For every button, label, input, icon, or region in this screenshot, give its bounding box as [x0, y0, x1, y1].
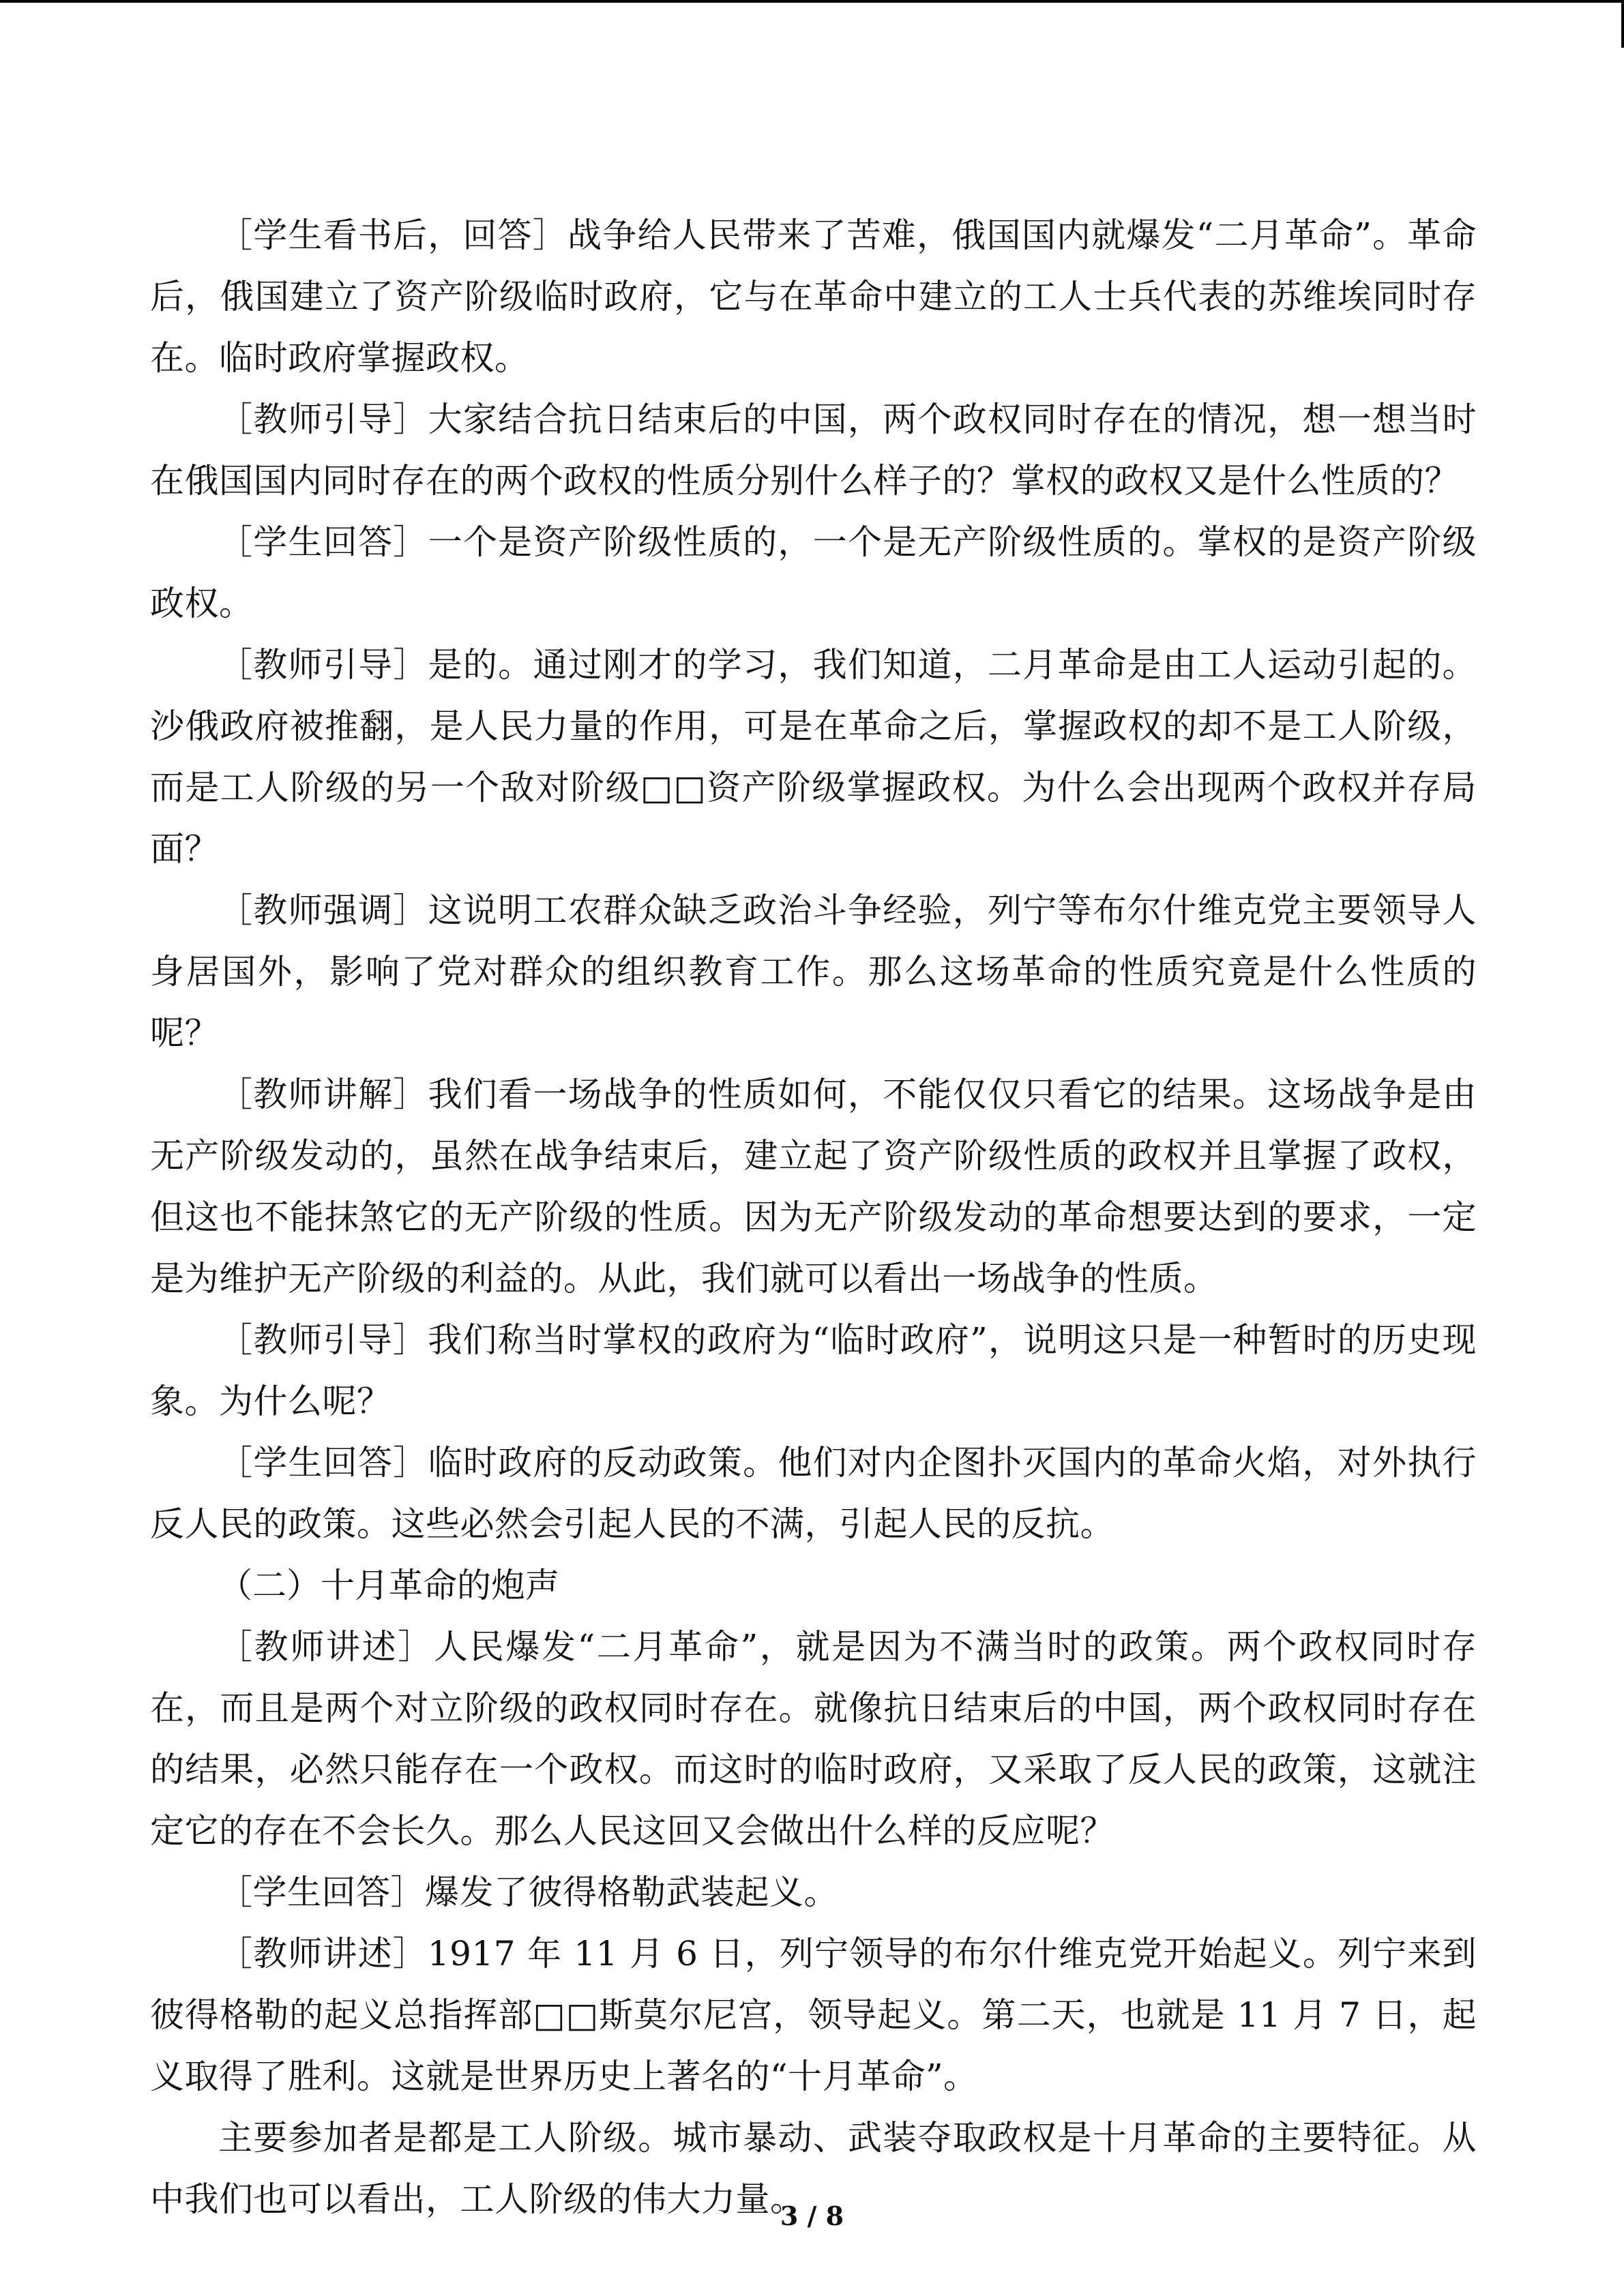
- document-body: [150, 205, 1477, 2230]
- paragraph: 主要参加者是都是工人阶级。城市暴动、武装夺取政权是十月革命的主要特征。从中我们也可以看出，工人阶级的伟大力量。: [150, 2118, 1477, 2219]
- paragraph: ［教师讲述］人民爆发“二月革命”，就是因为不满当时的政策。两个政权同时存在，而且是两个对立阶级的政权同时存在。就像抗日结束后的中国，两个政权同时存在的结果，必然只能存在一个政权。而这时的临时政府，又采取了反人民的政策，这就注定它的存在不会长久。那么人民这回又会做出什么样的反应呢？: [150, 1627, 1477, 1851]
- paragraph: ［学生看书后，回答］战争给人民带来了苦难，俄国国内就爆发“二月革命”。革命后，俄国建立了资产阶级临时政府，它与在革命中建立的工人士兵代表的苏维埃同时存在。临时政府掌握政权。: [150, 215, 1477, 378]
- paragraph: ［教师引导］大家结合抗日结束后的中国，两个政权同时存在的情况，想一想当时在俄国国内同时存在的两个政权的性质分别什么样子的？掌权的政权又是什么性质的？: [150, 400, 1477, 501]
- paragraph: ［教师引导］是的。通过刚才的学习，我们知道，二月革命是由工人运动引起的。沙俄政府被推翻，是人民力量的作用，可是在革命之后，掌握政权的却不是工人阶级，而是工人阶级的另一个敌对阶级□□资产阶级掌握政权。为什么会出现两个政权并存局面？: [150, 645, 1477, 869]
- paragraph: ［学生回答］一个是资产阶级性质的，一个是无产阶级性质的。掌权的是资产阶级政权。: [150, 522, 1477, 623]
- paragraph: ［教师讲述］1917 年 11 月 6 日，列宁领导的布尔什维克党开始起义。列宁来到彼得格勒的起义总指挥部□□斯莫尔尼宫，领导起义。第二天，也就是 11 月 7 日，起义取得了胜利。这就是世界历史上著名的“十月革命”。: [150, 1934, 1477, 2096]
- paragraph: ［教师强调］这说明工农群众缺乏政治斗争经验，列宁等布尔什维克党主要领导人身居国外，影响了党对群众的组织教育工作。那么这场革命的性质究竟是什么性质的呢？: [150, 891, 1477, 1053]
- corner-border-line: [1621, 0, 1624, 48]
- paragraph: ［教师讲解］我们看一场战争的性质如何，不能仅仅只看它的结果。这场战争是由无产阶级发动的，虽然在战争结束后，建立起了资产阶级性质的政权并且掌握了政权，但这也不能抹煞它的无产阶级的性质。因为无产阶级发动的革命想要达到的要求，一定是为维护无产阶级的利益的。从此，我们就可以看出一场战争的性质。: [150, 1075, 1477, 1298]
- top-border-line: [0, 0, 1624, 3]
- paragraph: ［教师引导］我们称当时掌权的政府为“临时政府”，说明这只是一种暂时的历史现象。为什么呢？: [150, 1320, 1477, 1421]
- section-heading: （二）十月革命的炮声: [218, 1566, 559, 1605]
- paragraph: ［学生回答］临时政府的反动政策。他们对内企图扑灭国内的革命火焰，对外执行反人民的政策。这些必然会引起人民的不满，引起人民的反抗。: [150, 1443, 1477, 1544]
- page-number: 3 / 8: [780, 2201, 844, 2231]
- paragraph: ［学生回答］爆发了彼得格勒武装起义。: [218, 1873, 838, 1912]
